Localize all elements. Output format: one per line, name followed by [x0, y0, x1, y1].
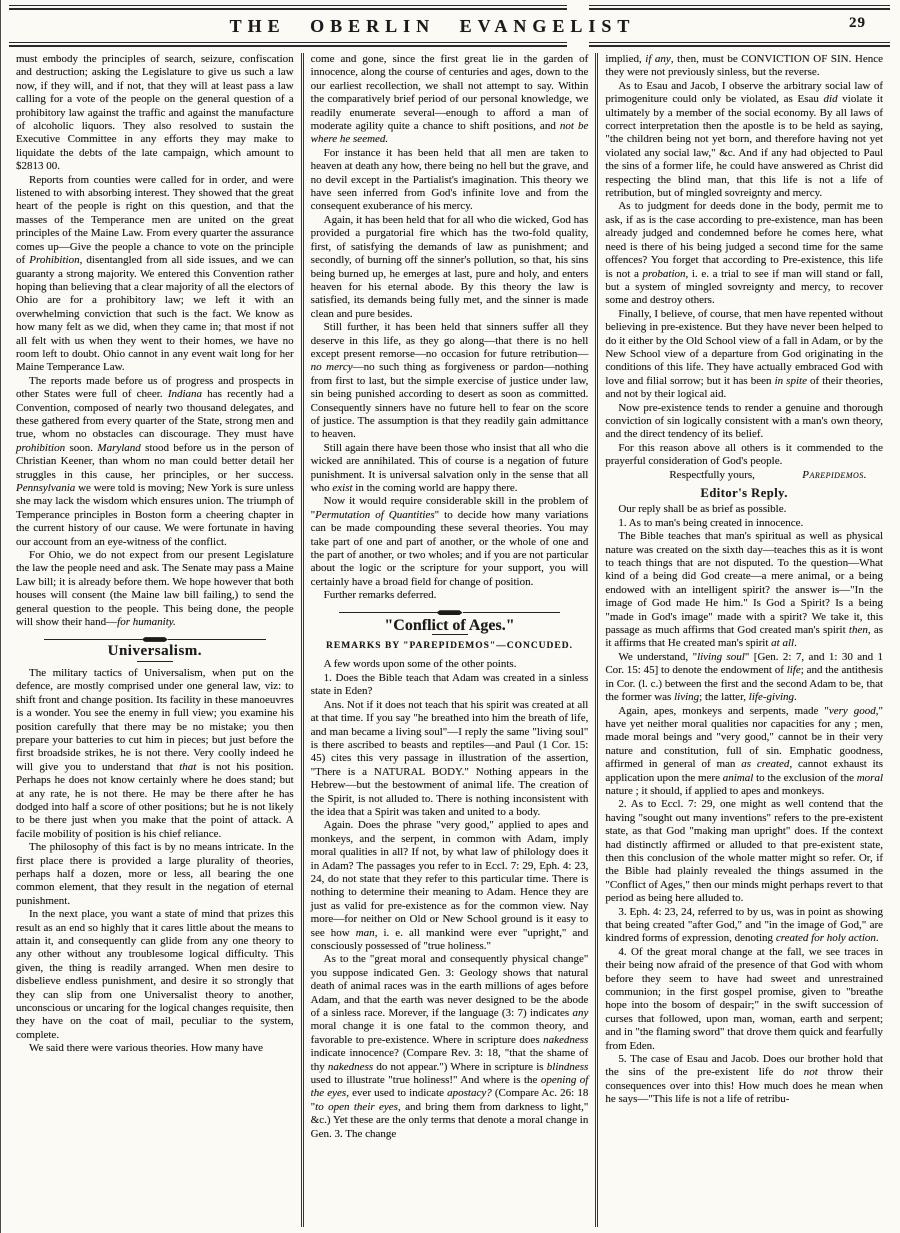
- paragraph: 4. Of the great moral change at the fall, we see traces in their being now afraid of the presence of that God with whom before they seem to have had sweet and unrestrained communion; in the first gospel promise, given to "breathe hope into the bosom of despair;" in the swift succession of curses that followed, upon man, woman, earth and serpent; and in "the flaming sword" that drove them quick and fearfully from Eden.: [605, 945, 884, 1052]
- section-heading: "Conflict of Ages.": [384, 616, 515, 634]
- paragraph: Finally, I believe, of course, that men have repented without believing in pre-existence. But they have never been helped to do it either by the Old School view of a fall in Adam, or by the New School view of a departure from God originating in the conditions of this life. They have actually embraced God with love and filial sorrow; but it has been in spite of their theories, and not by their logical aid.: [605, 307, 884, 401]
- signature-name: Parepidemos.: [802, 468, 868, 481]
- paragraph: In the next place, you want a state of mind that prizes this result as an end so highly that it cares little about the means to attain it, and consequently can glide from any one theory to any other without any troublesome logical difficulty. This given, the thing is readily arranged. When men desire to disbelieve endless punishment, and desire it so strongly that they can slip from one Universalist theory to another, unconscious or uncaring for the logical changes requisite, then they have on the coat of mail, peculiar to the system, complete.: [16, 908, 294, 1041]
- ornament-diamond: [437, 610, 463, 616]
- ornament-diamond: [142, 636, 168, 642]
- section-heading: Universalism.: [107, 643, 203, 660]
- bottom-rule-right: [589, 42, 890, 47]
- paragraph: The reports made before us of progress and prospects in other States were full of cheer. Indiana has recently had a Convention, composed of nearly two thousand delegates, and these gathered from every quarter of the State, strong men and true, whom no obstacles can discourage. They must have prohibition soon. Maryland stood before us in the person of Christian Keener, than whom no man could better detail her struggles in this cause, her principles, or her success. Pennsylvania we were told is moving; New York is sure unless she may lack the wisdom which ensures union. The triumph of Temperance principles in Boston form a cheering chapter in the current history of our cause. We were fortunate in having our account from an eye-witness of the conflict.: [16, 374, 294, 548]
- paragraph: 1. Does the Bible teach that Adam was created in a sinless state in Eden?: [310, 671, 589, 698]
- paragraph: Now it would require considerable skill in the problem of "Permutation of Quantities" to decide how many variations can be made compounding these several theories. You may take part of one and part of another, or the whole of one and the part of another, or two wholes; and if you are not particular about the logic or the scripture for your support, you will certainly have a broad field for change of position.: [310, 495, 589, 588]
- paragraph: come and gone, since the first great lie in the garden of innocence, along the course of centuries and ages, down to the our earliest recollection, we shall not attempt to say. Within the comparatively brief period of our personal knowledge, we readily enumerate several—enough to afford a man of moderate agility quite a chance to shift positions, and not be where he seemed.: [310, 53, 589, 146]
- ornament-line: [463, 612, 561, 613]
- paragraph: 1. As to man's being created in innocence.: [618, 516, 804, 529]
- page-number: 29: [849, 15, 866, 31]
- column-3: [598, 51, 890, 1227]
- paragraph: Again, apes, monkeys and serpents, made "very good," have yet neither moral qualities nor capacities for any ; men, made moral beings and "very good," cannot be in their very nature and constitution, full of sin. Emphatic goodness, affirmed in general of man as created, cannot exhaust its application upon the mere animal to the exclusion of the moral nature ; it should, if applied to apes and monkeys.: [605, 704, 884, 797]
- paragraph: We understand, "living soul" [Gen. 2: 7, and 1: 30 and 1 Cor. 15: 45] to denote the endowment of life; and the antithesis in Cor. (l. c.) between the first and the second Adam to be, that the former was living; the latter, life-giving.: [605, 650, 884, 704]
- paragraph: 5. The case of Esau and Jacob. Does our brother hold that the sins of the pre-existent life do not throw their consequences over into this! How much does he mean when he says—"This life is not a life of retribu-: [605, 1053, 884, 1106]
- paragraph: Further remarks deferred.: [323, 589, 437, 602]
- section-divider-ornament: [339, 610, 561, 616]
- heading-underline: [432, 634, 468, 635]
- signature-line: [605, 469, 883, 482]
- paragraph: 3. Eph. 4: 23, 24, referred to by us, was in point as showing that being created "after God," and "in the image of God," are kindred forms of expression, denoting created for holy action.: [605, 905, 884, 945]
- ornament-line: [44, 639, 142, 640]
- section-heading: Editor's Reply.: [700, 486, 788, 500]
- paragraph: As to Esau and Jacob, I observe the arbitrary social law of primogeniture could only be violated, as Esau did violate it ultimately by a member of the social economy. By all laws of correct interpretation then the apostle is to be held as saying, "the children being not yet born, and therefore having not yet violated any social law," &c. And if any had objected to Paul the sins of a former life, he could have answered as Christ did respecting the blind man, that this life is not a life of retribution, but of mingled sovreignty and mercy.: [605, 79, 884, 200]
- paragraph: Reports from counties were called for in order, and were listened to with absorbing interest. They showed that the great heart of the people is right on this question, and that the masses of the Temperance men are united on the great principles of the Maine Law. From every quarter the assurance comes up—Give the people a chance to vote on the principle of Prohibition, disentangled from all side issues, and we can guaranty a strong majority. We entered this Convention rather hoping than believing that a clear majority of all the electors of Ohio are for a prohibitory law; we left it with an overwhelming conviction that such is the fact. We know as how many felt as we did, when they came in; that most if not all felt with us when they went to their homes, we have no room left to doubt. Ohio cannot in any event wait long for her Maine Temperance Law.: [16, 173, 294, 374]
- paragraph: Our reply shall be as brief as possible.: [618, 503, 787, 516]
- paragraph: The Bible teaches that man's spiritual as well as physical nature was created on the sixth day—teaches this as it is wont to teach things that are not disputed. To the question—What kind of a being did God create—a mere animal, or a being endowed with an intelligent spirit? the answer is—"In the image of God made He him." Is God a Spirit? Is a being "made in God's image" made with a spirit? We take it, this passage as much affirms that God created man's spirit then, as it affirms that He created man's spirit at all.: [605, 530, 884, 650]
- ornament-line: [168, 639, 266, 640]
- paragraph: Now pre-existence tends to render a genuine and thorough conviction of sin logically consistent with a man's own theory, and the direct tendency of its belief.: [605, 401, 884, 441]
- paragraph: Again. Does the phrase "very good," applied to apes and monkeys, and the serpent, in common with Adam, imply moral qualities in all? If not, by what law of philology does it in Adam? The passages you refer to in Eccl. 7: 29, Eph. 4: 23, 24, do not state that they refer to this particular time. There is nothing to determine their meaning to Adam. Hence they are just as valid for pre-existence as for the common view. Nay more—for neither on Old or New School ground is it easy to see how man, i. e. all mankind were ever "upright," and consciously possessed of "true holiness.": [310, 819, 589, 952]
- paragraph: We said there were various theories. How many have: [29, 1042, 264, 1055]
- paragraph: As to the "great moral and consequently physical change" you suppose indicated Gen. 3: Geology shows that natural death of animal races was in the earth millions of ages before Adam, and that the earth was never designed to be the abode of a sinless race. Morever, if the language (3: 7) indicates any moral change it is one fatal to the common theory, and favorable to pre-existence. Where in scripture does nakedness indicate innocence? (Compare Rev. 3: 18, "that the shame of thy nakedness do not appear.") Where in scripture is blindness used to illustrate "true holiness!" And where is the opening of the eyes, ever used to indicate apostacy? (Compare Ac. 26: 18 "to open their eyes, and bring them from darkness to light," &c.) Yet these are the only terms that denote a moral change in Gen. 3. The change: [310, 953, 589, 1140]
- bottom-rule-left: [9, 42, 567, 47]
- column-2: [304, 51, 596, 1227]
- byline: REMARKS BY "PAREPIDEMOS"—CONCUDED.: [326, 641, 573, 652]
- paragraph: For instance it has been held that all men are taken to heaven at death any how, there being no hell but the grave, and no devil except in the Partialist's imagination. This theory we have seen inferred from God's infinite love and from the consequent exuberance of his mercy.: [310, 146, 589, 213]
- masthead-bottom-rule: [1, 42, 900, 47]
- masthead: [1, 0, 900, 47]
- heading-underline: [137, 661, 173, 662]
- paragraph: For Ohio, we do not expect from our present Legislature the law the people need and ask. The Senate may pass a Maine Law bill; it is already before them. We hope however that both houses will consent (the Maine law bill failing,) to send the general question to the people. This being done, the people will show their hand—for humanity.: [16, 549, 294, 629]
- columns: [1, 47, 900, 1227]
- newspaper-title: THE OBERLIN EVANGELIST: [229, 15, 636, 36]
- paragraph: Still again there have been those who insist that all who die wicked are annihilated. This of course is a negation of future punishment. It is universal salvation only in the sense that all who exist in the coming world are happy there.: [310, 441, 589, 494]
- paragraph: As to judgment for deeds done in the body, permit me to ask, if as is the case according to pre-existence, man has been already judged and condemned before he comes here, what need is there of his being judged a second time for the same offences? You forget that according to Pre-existence, this life is not a probation, i. e. a trial to see if man will stand or fall, but a system of mingled sovreignty and mercy, to recover some and destroy others.: [605, 200, 884, 307]
- paragraph: The philosophy of this fact is by no means intricate. In the first place there is provided a large plurality of theories, perhaps half a dozen, more or less, all bearing the one common element, that they result in the negation of eternal punishment.: [16, 841, 294, 907]
- paragraph: must embody the principles of search, seizure, confiscation and destruction; asking the Legislature to give us such a law now, if they will, and if not, that they will at least pass a law calling for a vote of the people on the general question of a prohibitory law against the traffic and against the manufacture of alcoholic liquors. They also resolved to sustain the Executive Committee in any efforts they may make to liquidate the debts of the late campaign, which amount to $2813 00.: [16, 53, 294, 173]
- paragraph: 2. As to Eccl. 7: 29, one might as well contend that the having "sought out many inventions" refers to the pre-existent state, as that God "making man upright" does. If the context had distinctly affirmed or alluded to that pre-existent state, then this conclusion of the whole matter might so refer. Or, if the Bible had plainly revealed the things assumed in the "Conflict of Ages," then our minds might perhaps revert to that period as being here alluded to.: [605, 798, 884, 905]
- paragraph: For this reason above all others is it commended to the prayerful consideration of God's people.: [605, 441, 884, 468]
- paragraph: A few words upon some of the other points.: [323, 658, 517, 671]
- paragraph: The military tactics of Universalism, when put on the defence, are mostly comprised under one general law, viz: to shift front and change position. Its facility in these manoeuvres is a wonder. You see the enemy in full view; you examine his position carefully that there may be no mistake; you then prepare your batteries to cut him in pieces; but just before the first broadside strikes, he is not there. Very coolly indeed he will give you to understand that that is not his position. Perhaps he does not know certainly where he does stand; but at any rate, he is not there. He may be there after he has dodged into half a score of other positions; but he is not likely to be there just when you make that the point of attack. A facile mobility of position is his chief reliance.: [16, 666, 294, 840]
- column-1: [9, 51, 301, 1227]
- section-divider-ornament: [44, 636, 266, 642]
- paragraph: Again, it has been held that for all who die wicked, God has provided a purgatorial fire which has the two-fold quality, first, of satisfying the demands of law as punishment; and secondly, of burning off the sinner's pollution, so that, his sins being burned up, he emerges at last, pure and holy, and enters heaven for his eternal abode. By this theory the law is satisfied, its demands being fully met, and the sinner is made clean and pure besides.: [310, 213, 589, 320]
- paragraph: implied, if any, then, must be CONVICTION OF SIN. Hence they were not previously sinless, but the reverse.: [605, 53, 884, 79]
- masthead-title-row: [1, 10, 900, 42]
- signature-closing: Respectfully yours,: [669, 468, 755, 481]
- paragraph: Still further, it has been held that sinners suffer all they deserve in this life, as they go along—that there is no hell except present remorse—no occasion for future retribution—no mercy—no such thing as forgiveness or pardon—nothing from first to last, but the simple exercise of justice under law, sin being punished according to desert as soon as committed. Consequently sinners have no future hell to fear on the score of justice. The assumption is that they readily gain admittance to heaven.: [310, 321, 589, 441]
- ornament-line: [339, 612, 437, 613]
- paragraph: Ans. Not if it does not teach that his spirit was created at all at that time. If you say "he breathed into him the breath of life, and man became a living soul"—I reply the same "living soul" is there ascribed to beasts and reptiles—and Paul (1 Cor. 15: 45) cites this very passage in illustration of the assertion, "There is a NATURAL BODY." Nothing appears in the Hebrew—but the bestowment of animal life. The creation of the Spirit, is not alluded to. There is nothing inconsistent with the idea that a Spirit was taken and united to a body.: [310, 698, 589, 818]
